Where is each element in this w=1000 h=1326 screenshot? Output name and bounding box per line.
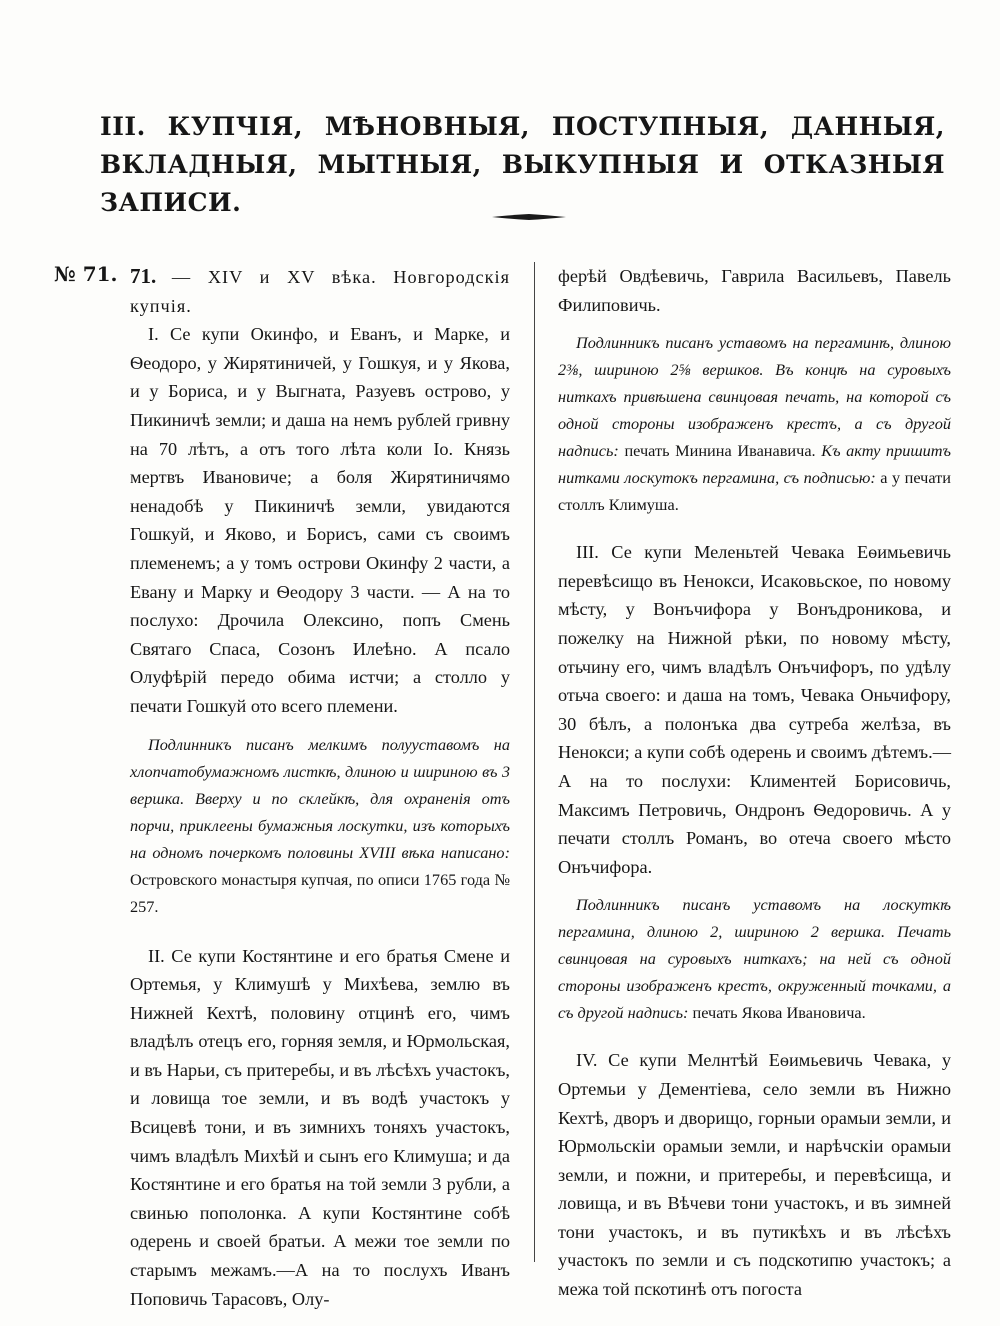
charter-3-note [558,891,951,1026]
entry-number: 71. [130,264,157,288]
note-plain: Островского монастыря купчая, по описи 1765 года № 257. [130,869,510,916]
note-plain: печать Якова Ивановича. [688,1003,866,1023]
charter-3-text: III. Се купи Меленьтей Чевака Еѳимьевичь перевѣсищо въ Ненокси, Исаковьское, по новому мѣсту, у Вонъчифора у Вонъдроникова, и пожелку на Нижной рѣки, по новому мѣсту, отьчину его, чимъ владѣлъ Онъчифоръ, по удѣлу отьча своего: и даша на томъ, Чевака Оньчифору, 30 бѣлъ, а полонъка два сутреба желѣза, въ Ненокси; а купи собѣ одерень и своимъ дѣтемъ.—А на то послухи: Климентей Борисовичь, Максимъ Петровичь, Ондронъ Ѳедоровичь. А у печати столлъ Романъ, во отеча своего мѣсто Онъчифора. [558,542,951,877]
charter-2-text: II. Се купи Костянтине и его братья Смене и Ортемья, у Климушѣ у Михѣева, землю въ Нижней Кехтѣ, половину отцинѣ его, чимъ владѣлъ отецъ его, горняя земля, и Юрмольская, и въ Нарьи, съ притеребы, и въ лѣсѣхъ участокъ, и ловища тое земли, и въ водѣ участокъ у Всицевѣ тони, и въ зимнихъ тоняхъ участокъ, чимъ владѣлъ Михѣй и сынъ его Климуша; и да Костянтине и его братья на той земли 3 рубли, а свинью пополонка. А купи Костянтине собѣ одерень и своей братьи. А межи тое земли по старымъ межамъ.—А на то послухъ Иванъ Поповичь Тарасовъ, Олу- [130,945,510,1309]
note-italic: Къ акту пришитъ нитками лоскутокъ пергамина, съ подписью: [558,441,951,488]
ornament-divider [492,213,566,221]
note-plain: а у печати столлъ Климуша. [558,468,952,515]
note-italic: Подлинникъ писанъ уставомъ на пергаминѣ, длиною 2⅜, шириною 2⅝ вершков. Въ концѣ на суровыхъ ниткахъ привѣшена свинцовая печать, на которой съ одной стороны изображенъ крестъ, а съ другой надпись: [558,333,951,461]
section-title: III. КУПЧІЯ, МѢНОВНЫЯ, ПОСТУПНЫЯ, ДАННЫЯ, ВКЛАДНЫЯ, МЫТНЫЯ, ВЫКУПНЫЯ И ОТКАЗНЫЯ ЗАПИСИ. [100,112,945,217]
charter-2-continuation: ферѣй Овдѣевичь, Гаврила Васильевъ, Павель Филиповичь. [558,266,951,315]
note-italic: Подлинникъ писанъ уставомъ на лоскуткѣ пергамина, длиною 2, шириною 2 вершка. Печать свинцовая на суровыхъ ниткахъ; на ней съ одной стороны изображенъ крестъ, окруженный точками, а съ другой надпись: [558,895,951,1023]
entry-heading: — XIV и XV вѣка. Новгородскія купчія. [130,267,510,316]
note-italic: Подлинникъ писанъ мелкимъ полууставомъ на хлопчатобумажномъ листкѣ, длиною и ширинoю въ 3 вершка. Вверху и по склейкѣ, для охраненія отъ порчи, приклеены бумажныя лоскутки, изъ которыхъ на одномъ почеркомъ половины XVIII вѣка написано: [130,734,510,862]
right-column [558,262,951,1304]
charter-1-text: I. Се купи Окинфо, и Еванъ, и Марке, и Ѳеодоро, у Жирятиничей, у Гошкуя, и у Якова, и у Бориса, и у Выгната, Разуевъ острово, у Пикиничѣ земли; и даша на немъ рублей гривну на 70 лѣтъ, а отъ того лѣта коли Io. Князь мертвъ Ивановиче; а боля Жирятиничямо ненадобѣ у Пикиничѣ земли, увидаются Гошкуй, и Яково, и Борисъ, сами съ своимъ племенемъ; а у томъ острови Окинфу 2 части, а Евану и Марку и Ѳеодору 3 части. — А на то послухо: Дрочила Олексино, попъ Смень Святаго Спаса, Созонъ Илеѣно. А псало Олуфѣрій передо обима истчи; а столло у печати Гошкуй ото всего племени. [130,324,510,716]
left-column [130,262,510,1313]
note-plain: печать Минина Иванавича. [618,441,816,461]
charter-1-note [130,731,510,920]
column-divider [534,262,535,1262]
charter-4-text: IV. Се купи Мелнтѣй Еѳимьевичь Чевака, у Ортемьи у Дементіева, село земли въ Нижно Кехтѣ, дворъ и дворищо, горныи орамыи земли, и Юрмольскіи орамыи земли, и нарѣчскіи орамыи земли, и пожни, и притеребы, и перевѣсища, и ловища, и въ Вѣчеви тони участокъ, и въ зимней тони участокъ, и въ путикѣхъ и въ лѣсѣхъ участокъ по земли и съ подскотипю участокъ; а межа той пскотинѣ отъ погоста [558,1050,951,1300]
charter-2-note [558,329,951,518]
document-number: № 71. [54,262,118,286]
